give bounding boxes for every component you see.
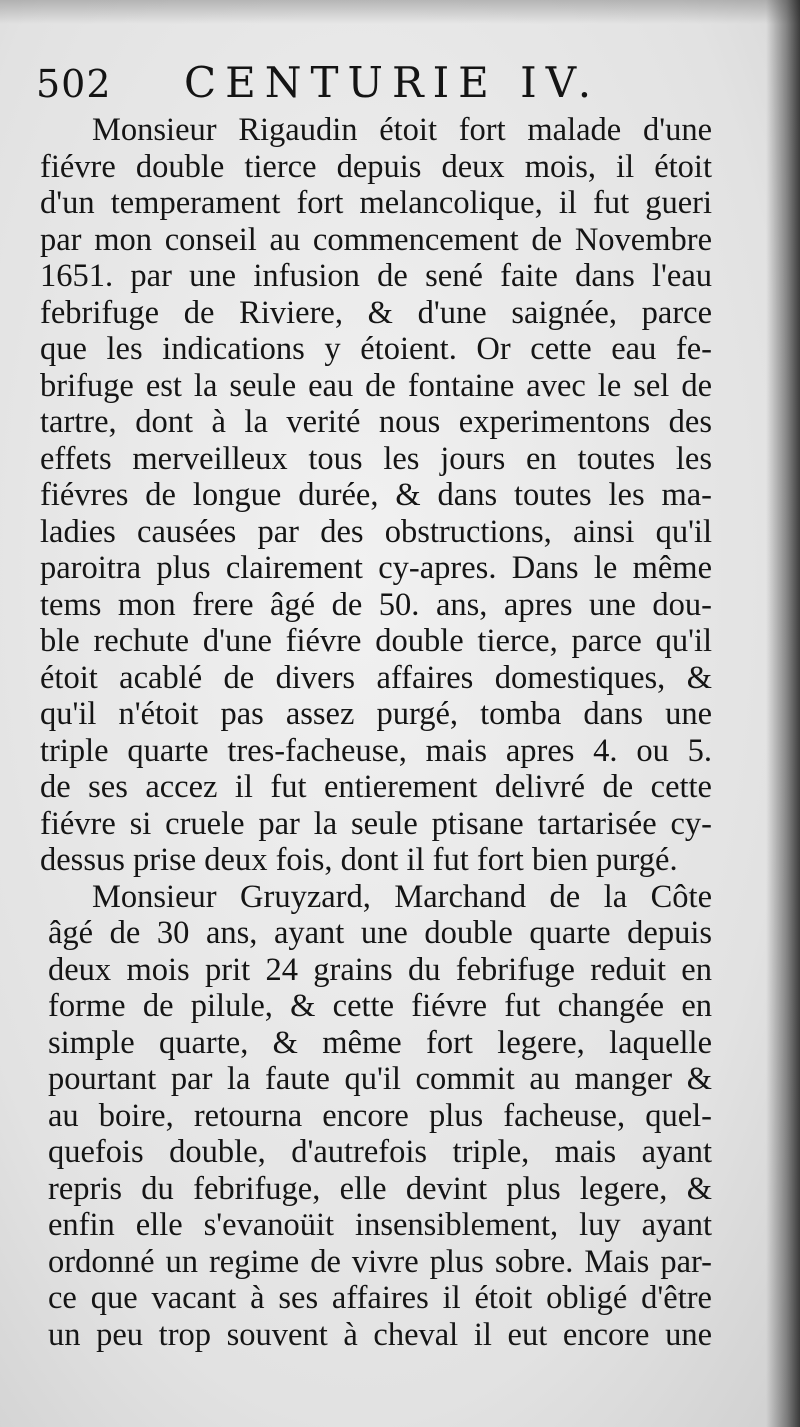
text-line: âgé de 30 ans, ayant une double quarte depuis [48, 915, 712, 951]
text-line: Monsieur Gruyzard, Marchand de la Côte [92, 878, 712, 915]
text-line: ble rechute d'une fiévre double tierce, parce qu'il [40, 623, 712, 659]
text-line: quefois double, d'autrefois triple, mais ayant [48, 1134, 712, 1170]
text-line: Monsieur Rigaudin étoit fort malade d'une [92, 112, 712, 148]
text-line: febrifuge de Riviere, & d'une saignée, parce [40, 294, 712, 331]
text-line: au boire, retourna encore plus facheuse, quel- [48, 1097, 712, 1134]
text-line: enfin elle s'evanoüit insensiblement, luy ayant [48, 1207, 712, 1243]
text-line: fiévre double tierce depuis deux mois, il étoit [40, 148, 712, 185]
text-line: forme de pilule, & cette fiévre fut changée en [48, 988, 712, 1024]
text-line: ordonné un regime de vivre plus sobre. Mais par- [48, 1243, 712, 1280]
text-line: simple quarte, & même fort legere, laquelle [48, 1024, 712, 1061]
text-line: d'un temperament fort melancolique, il fut gueri [40, 185, 712, 221]
text-line: repris du febrifuge, elle devint plus legere, & [48, 1170, 712, 1207]
text-line: tems mon frere âgé de 50. ans, apres une dou- [40, 586, 712, 623]
body-text [40, 112, 712, 1353]
text-line: brifuge est la seule eau de fontaine avec le sel de [40, 367, 712, 404]
text-line: dessus prise deux fois, dont il fut fort bien purgé. [40, 842, 678, 878]
text-line: de ses accez il fut entierement delivré de cette [40, 769, 712, 805]
text-line: paroitra plus clairement cy-apres. Dans le même [40, 550, 712, 586]
text-line: un peu trop souvent à cheval il eut encore une [48, 1316, 712, 1353]
page-number: 502 [36, 62, 112, 106]
text-line: 1651. par une infusion de sené faite dans l'eau [40, 258, 712, 294]
page-header [36, 56, 736, 110]
text-line: tartre, dont à la verité nous experimentons des [40, 404, 712, 440]
text-line: fiévres de longue durée, & dans toutes les ma- [40, 477, 712, 513]
text-line: étoit acablé de divers affaires domestiques, & [40, 659, 712, 696]
page-top-shadow [0, 0, 800, 24]
text-line: pourtant par la faute qu'il commit au manger & [48, 1061, 712, 1097]
text-line: deux mois prit 24 grains du febrifuge reduit en [48, 951, 712, 988]
running-head: CENTURIE IV. [184, 58, 601, 107]
text-line: qu'il n'étoit pas assez purgé, tomba dans une [40, 696, 712, 732]
page-gutter-shadow [766, 0, 800, 1427]
text-line: fiévre si cruele par la seule ptisane tartarisée cy- [40, 805, 712, 842]
text-line: ce que vacant à ses affaires il étoit obligé d'être [48, 1280, 712, 1316]
text-line: que les indications y étoient. Or cette eau fe- [40, 331, 712, 367]
text-line: par mon conseil au commencement de Novembre [40, 221, 712, 258]
text-line: ladies causées par des obstructions, ainsi qu'il [40, 513, 712, 550]
text-line: triple quarte tres-facheuse, mais apres 4. ou 5. [40, 732, 712, 769]
text-line: effets merveilleux tous les jours en toutes les [40, 440, 712, 477]
